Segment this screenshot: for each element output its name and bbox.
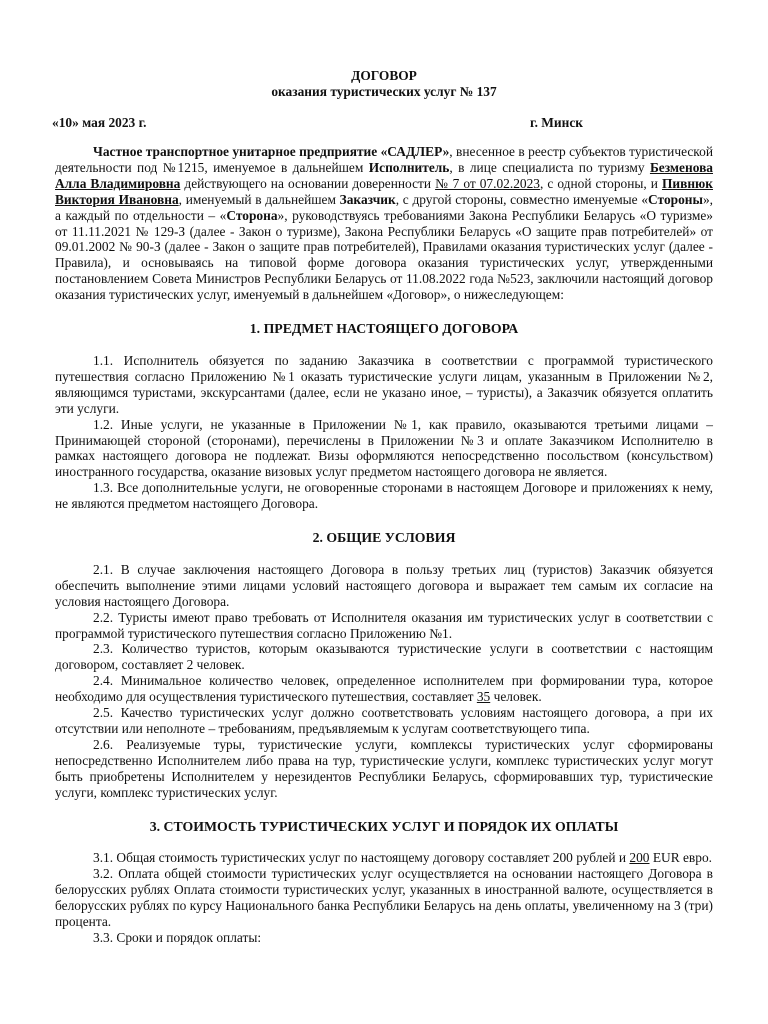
clause-2-1: 2.1. В случае заключения настоящего Договора в пользу третьих лиц (туристов) Заказчик обязуется обеспечить выполнение этими лицами условий настоящего договора и выражает тем самым их согласие на условия настоящего Договора. (55, 561, 713, 609)
preamble-text: , в лице специалиста по туризму (449, 159, 650, 175)
clause-3-1 (55, 850, 713, 866)
client-term: Заказчик (339, 191, 396, 207)
clause-1-3: 1.3. Все дополнительные услуги, не оговоренные сторонами в настоящем Договоре и приложениях к нему, не являются предметом настоящего Договора. (55, 480, 713, 512)
contract-date: «10» мая 2023 г. (52, 115, 147, 130)
preamble-text: , с одной стороны, и (539, 175, 662, 191)
clause-2-4 (55, 673, 713, 705)
clause-2-2: 2.2. Туристы имеют право требовать от Исполнителя оказания им туристических услуг в соответствии с программой туристического путешествия согласно Приложению №1. (55, 609, 713, 641)
clause-text: 2.4. Минимальное количество человек, определенное исполнителем при формировании тура, которое необходимо для осуществления туристического путешествия, составляет (55, 673, 713, 705)
preamble-text: », а каждый по отдельности – « (55, 191, 713, 223)
document-subtitle: оказания туристических услуг № 137 (271, 84, 497, 99)
clause-2-6: 2.6. Реализуемые туры, туристические услуги, комплексы туристических услуг сформированы непосредственно Исполнителем либо права на тур, туристические услуги, комплекс туристических услуг могут быть приобретены Исполнителем у нерезидентов Республики Беларусь, сформировавших тур, туристические услуги, комплекс туристических услуг. (55, 736, 713, 800)
party-term: Сторона (226, 207, 278, 223)
clause-1-1: 1.1. Исполнитель обязуется по заданию Заказчика в соответствии с программой туристического путешествия согласно Приложению №1 оказать туристические услуги лицам, указанным в Приложении №2, являющимся туристами, экскурсантами (далее, если не указано иное, – туристы), а Заказчик обязуется оплатить эти услуги. (55, 352, 713, 416)
preamble-text: действующего на основании доверенности (180, 175, 436, 191)
preamble-text: , с другой стороны, совместно именуемые « (395, 191, 649, 207)
min-people-count: 35 (476, 689, 491, 705)
contract-city: г. Минск (530, 115, 583, 130)
parties-term: Стороны (648, 191, 703, 207)
clause-1-2: 1.2. Иные услуги, не указанные в Приложении №1, как правило, оказываются третьими лицами – Принимающей стороной (сторонами), перечислены в Приложении №3 и оплате Заказчиком Исполнителю в рамках настоящего договора не подлежат. Визы оформляются непосредственно посольством (консульством) иностранного государства, оказание визовых услуг предметом настоящего договора не является. (55, 416, 713, 480)
power-of-attorney: № 7 от 07.02.2023 (435, 175, 540, 191)
specialist-name: Безменова Алла Владимировна (55, 159, 713, 191)
clause-3-3: 3.3. Сроки и порядок оплаты: (93, 929, 262, 945)
clause-text: человек. (490, 689, 542, 705)
section-1-title: 1. ПРЕДМЕТ НАСТОЯЩЕГО ДОГОВОРА (249, 321, 519, 337)
preamble-paragraph (55, 144, 713, 303)
preamble-text: », руководствуясь требованиями Закона Республики Беларусь «О туризме» от 11.11.2021 № 129-З (далее - Закон о туризме), Закона Республики Беларусь «О защите прав потребителей» от 09.01.2002 № 90-З (далее - Закон о защите прав потребителей), Правилами оказания туристических услуг (далее - Правила), и основываясь на типовой форме договора оказания туристических услуг, утвержденными постановлением Совета Министров Республики Беларусь от 11.08.2022 года №523, заключили настоящий договор оказания туристических услуг, именуемый в дальнейшем «Договор», о нижеследующем: (55, 207, 713, 303)
clause-text: EUR евро. (649, 850, 712, 866)
clause-2-3: 2.3. Количество туристов, которым оказываются туристические услуги в соответствии с настоящим договором, составляет 2 человек. (55, 641, 713, 673)
clause-2-5: 2.5. Качество туристических услуг должно соответствовать условиям настоящего договора, а при их отсутствии или неполноте – требованиям, предъявляемым к услугам соответствующего типа. (55, 705, 713, 736)
clause-3-2: 3.2. Оплата общей стоимости туристических услуг осуществляется на основании настоящего Договора в белорусских рублях Оплата стоимости туристических услуг, указанных в иностранной валюте, осуществляется в белорусских рублях по курсу Национального банка Республики Беларусь на день оплаты, увеличенному на 3 (три) процента. (55, 866, 713, 930)
client-name: Пивнюк Виктория Ивановна (55, 175, 713, 207)
preamble-text: , именуемый в дальнейшем (178, 191, 340, 207)
section-2-title: 2. ОБЩИЕ УСЛОВИЯ (312, 530, 456, 546)
section-3-title: 3. СТОИМОСТЬ ТУРИСТИЧЕСКИХ УСЛУГ И ПОРЯДОК ИХ ОПЛАТЫ (149, 818, 619, 834)
document-title: ДОГОВОР (351, 68, 417, 83)
preamble-text: , внесенное в реестр субъектов туристической деятельности под №1215, именуемое в дальнейшем (55, 144, 713, 175)
executor-term: Исполнитель (368, 159, 450, 175)
eur-amount: 200 (629, 850, 650, 866)
company-name: Частное транспортное унитарное предприятие «САДЛЕР» (93, 144, 450, 159)
document-body (55, 144, 713, 946)
clause-text: 3.1. Общая стоимость туристических услуг по настоящему договору составляет 200 рублей и (93, 850, 630, 866)
